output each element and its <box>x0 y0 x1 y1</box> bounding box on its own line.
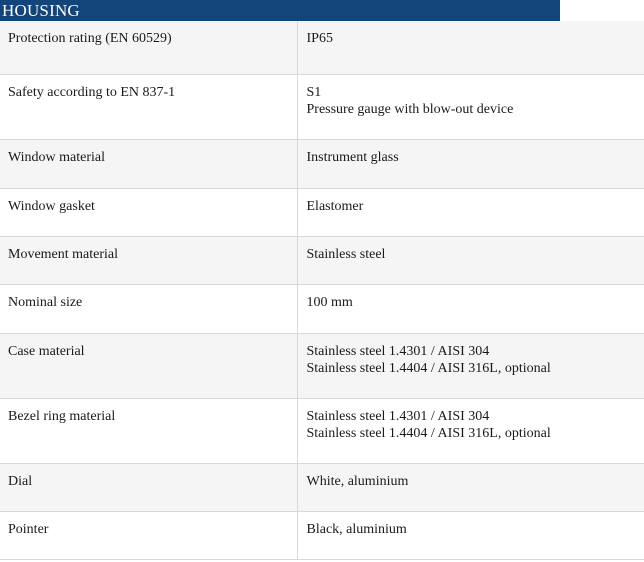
row-value <box>297 139 644 188</box>
row-value-line: Elastomer <box>306 198 364 214</box>
row-value-line: Stainless steel 1.4301 / AISI 304 <box>306 343 490 359</box>
row-value <box>297 511 644 559</box>
row-label: Window material <box>0 139 297 188</box>
row-value-line: Pressure gauge with blow-out device <box>306 101 514 117</box>
table-row <box>0 284 644 333</box>
row-label: Nominal size <box>0 284 297 333</box>
row-label: Window gasket <box>0 188 297 236</box>
row-value-line: Stainless steel <box>306 246 386 262</box>
row-value-line: Stainless steel 1.4301 / AISI 304 <box>306 408 490 424</box>
housing-spec-table <box>0 21 644 560</box>
row-value-line: White, aluminium <box>306 473 409 489</box>
row-value <box>297 333 644 398</box>
row-label: Safety according to EN 837-1 <box>0 74 297 139</box>
row-label: Pointer <box>0 511 297 559</box>
table-row <box>0 188 644 236</box>
table-row <box>0 74 644 139</box>
row-value <box>297 236 644 284</box>
row-value <box>297 463 644 511</box>
row-value <box>297 74 644 139</box>
table-row <box>0 139 644 188</box>
table-row <box>0 333 644 398</box>
row-value <box>297 284 644 333</box>
row-label: Bezel ring material <box>0 398 297 463</box>
row-value-line: Instrument glass <box>306 149 399 165</box>
row-value <box>297 21 644 74</box>
row-label: Dial <box>0 463 297 511</box>
table-row <box>0 398 644 463</box>
table-row <box>0 511 644 559</box>
row-value-line: S1 <box>306 84 322 100</box>
row-value-line: Black, aluminium <box>306 521 407 537</box>
row-value <box>297 398 644 463</box>
row-value-line: 100 mm <box>306 294 353 310</box>
table-row <box>0 463 644 511</box>
row-label: Protection rating (EN 60529) <box>0 21 297 74</box>
row-label: Movement material <box>0 236 297 284</box>
section-title: HOUSING <box>2 1 80 20</box>
row-value-line: IP65 <box>306 31 333 46</box>
row-value-line: Stainless steel 1.4404 / AISI 316L, optional <box>306 360 551 376</box>
row-label: Case material <box>0 333 297 398</box>
row-value-line: Stainless steel 1.4404 / AISI 316L, optional <box>306 425 551 441</box>
table-row <box>0 21 644 74</box>
table-row <box>0 236 644 284</box>
section-header <box>0 0 560 21</box>
row-value <box>297 188 644 236</box>
